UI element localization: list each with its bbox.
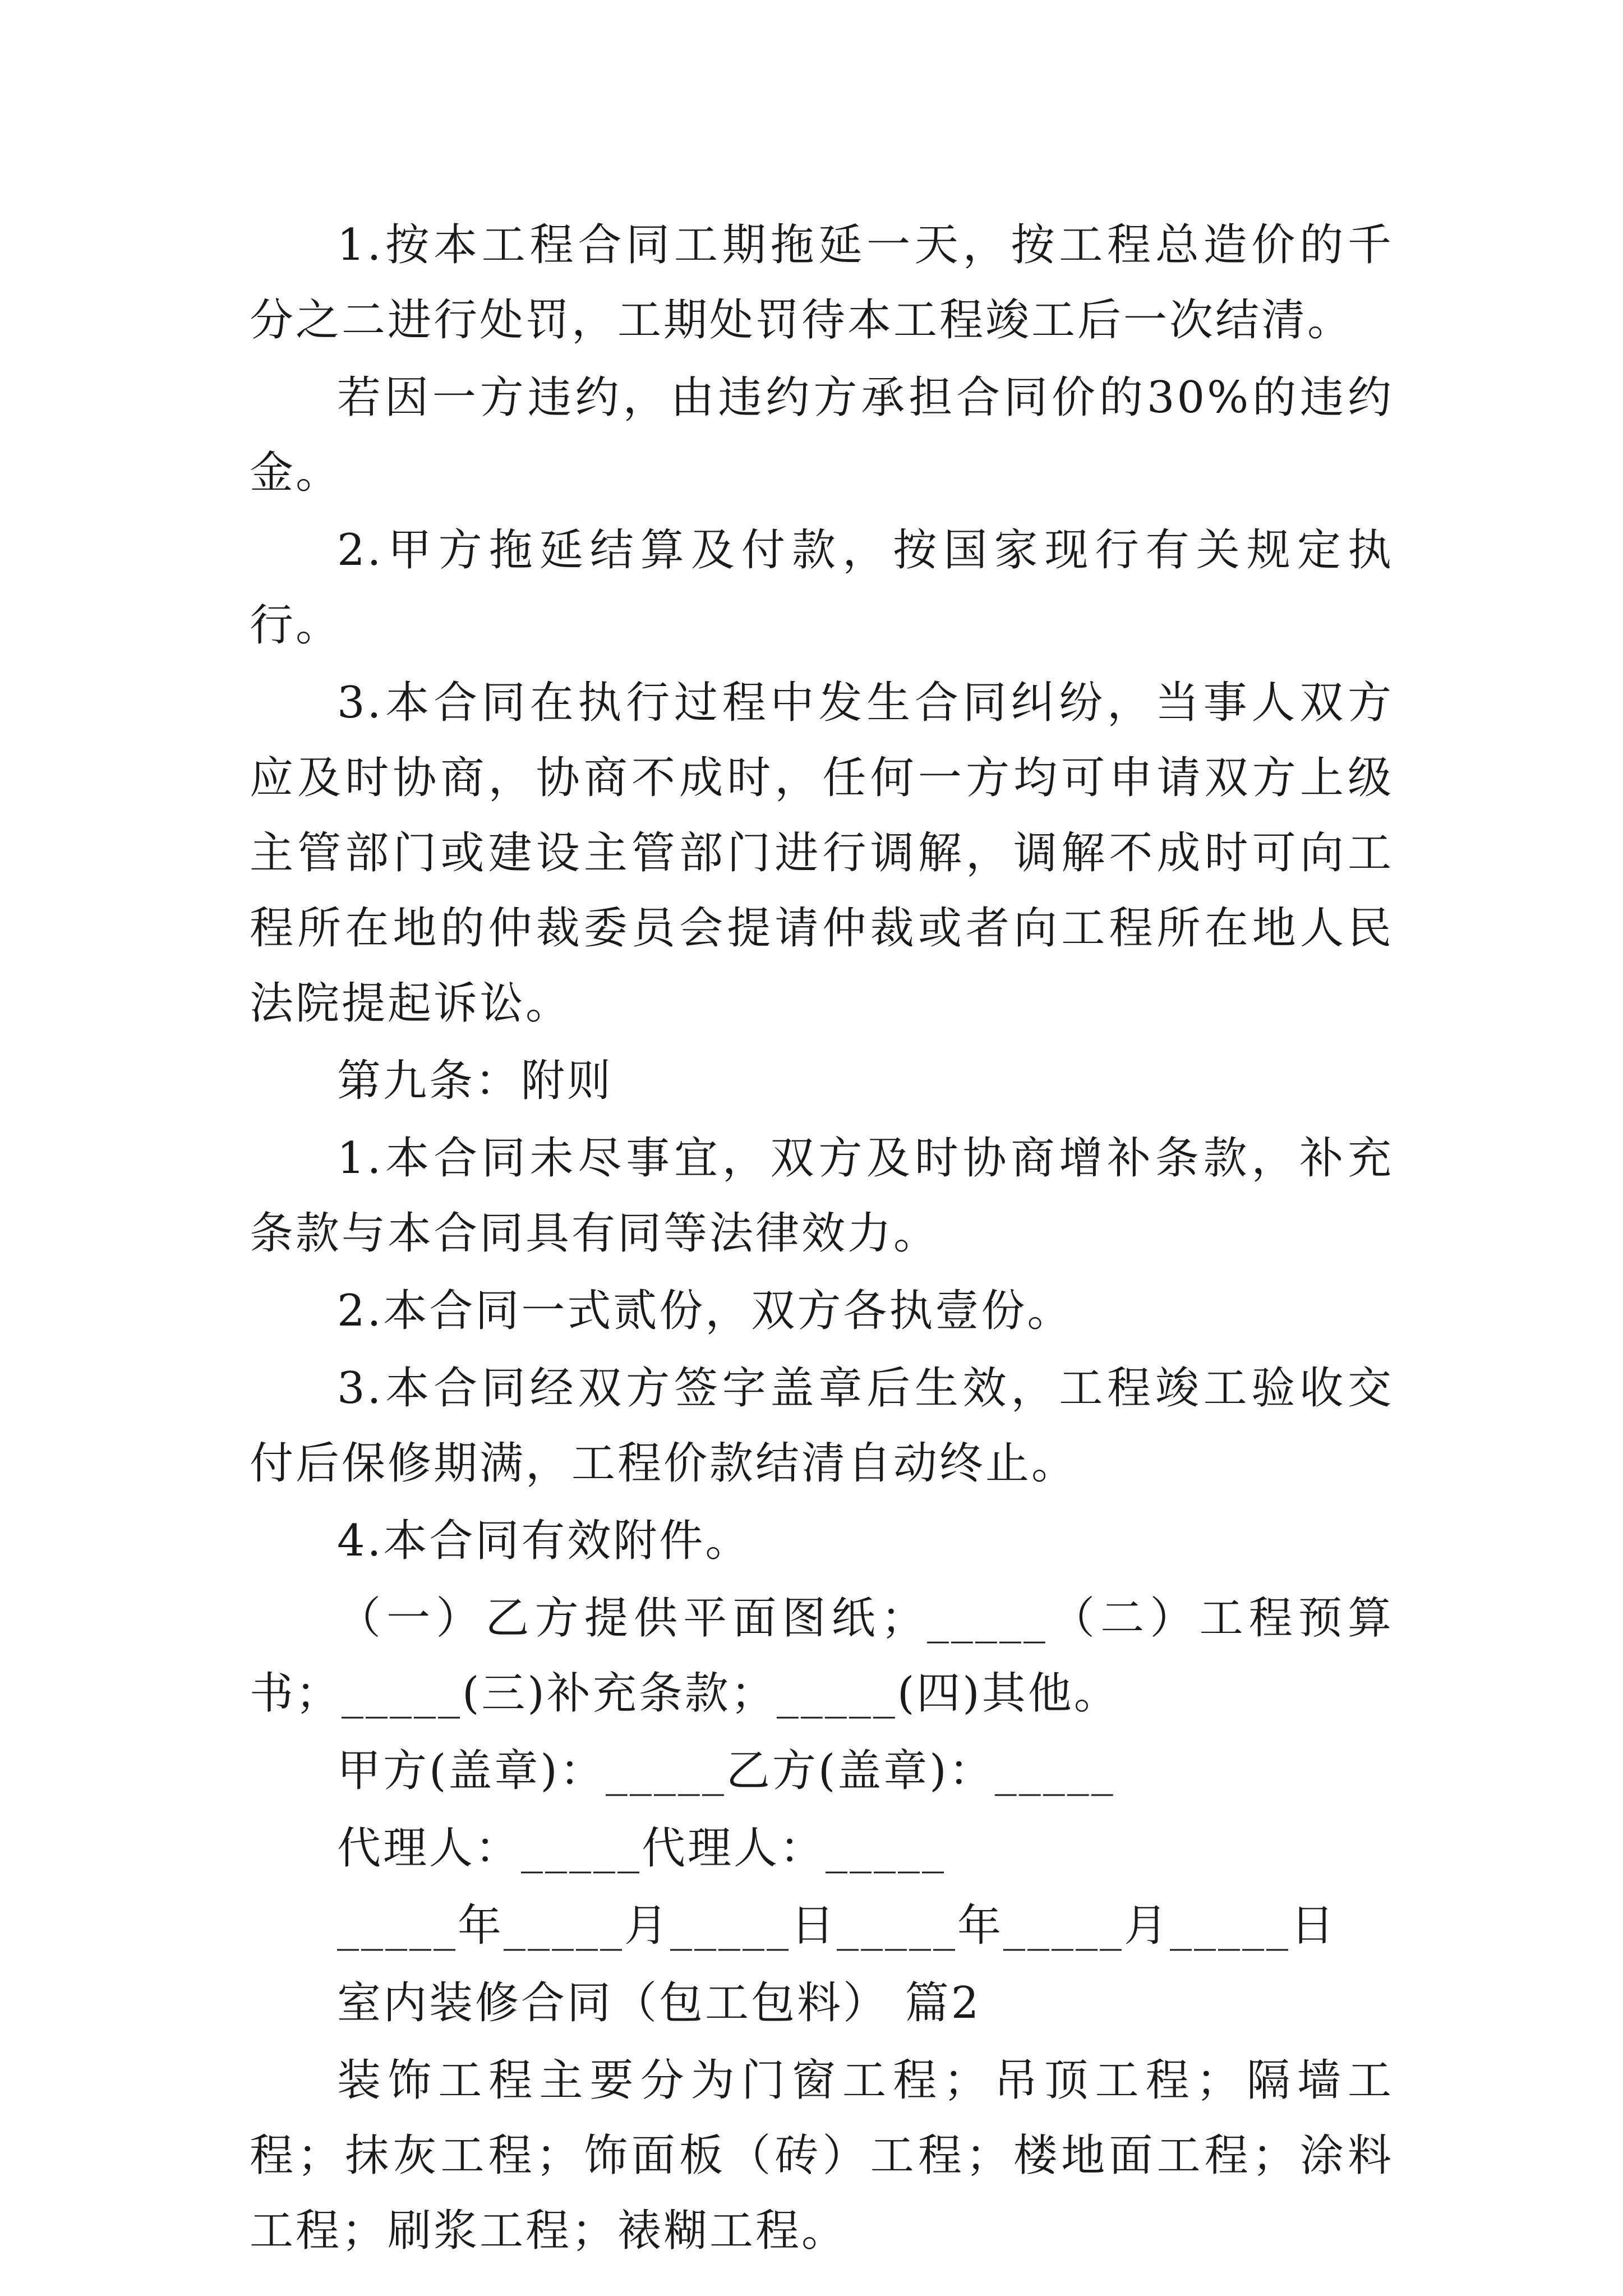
clause-9-item-3: 3.本合同经双方签字盖章后生效，工程竣工验收交付后保修期满，工程价款结清自动终止。 bbox=[250, 1363, 1394, 1489]
agent-line: 代理人：_____代理人：_____ bbox=[337, 1823, 947, 1874]
clause-9-item-1: 1.本合同未尽事宜，双方及时协商增补条款，补充条款与本合同具有同等法律效力。 bbox=[250, 1133, 1394, 1259]
clause-8-penalty-note: 若因一方违约，由违约方承担合同价的30%的违约金。 bbox=[250, 372, 1394, 498]
clause-9-heading: 第九条：附则 bbox=[337, 1056, 614, 1106]
date-line: _____年_____月_____日_____年_____月_____日 bbox=[337, 1901, 1337, 1951]
clause-8-item-2: 2.甲方拖延结算及付款，按国家现行有关规定执行。 bbox=[250, 525, 1394, 651]
decoration-scope-paragraph: 装饰工程主要分为门窗工程；吊顶工程；隔墙工程；抹灰工程；饰面板（砖）工程；楼地面工程；涂料工程；刷浆工程；裱糊工程。 bbox=[250, 2055, 1394, 2256]
clause-8-item-3: 3.本合同在执行过程中发生合同纠纷，当事人双方应及时协商，协商不成时，任何一方均可申请双方上级主管部门或建设主管部门进行调解，调解不成时可向工程所在地的仲裁委员会提请仲裁或者向工程所在地人民法院提起诉讼。 bbox=[250, 678, 1394, 1029]
section-title: 室内装修合同（包工包料） 篇2 bbox=[337, 1978, 981, 2028]
document-body bbox=[250, 208, 1394, 2269]
attachments-list: （一）乙方提供平面图纸；_____（二）工程预算书；_____(三)补充条款；_____(四)其他。 bbox=[250, 1593, 1394, 1719]
clause-9-item-2: 2.本合同一式贰份，双方各执壹份。 bbox=[337, 1286, 1073, 1336]
signature-seal-line: 甲方(盖章)：_____乙方(盖章)：_____ bbox=[337, 1746, 1115, 1796]
clause-8-item-1: 1.按本工程合同工期拖延一天，按工程总造价的千分之二进行处罚，工期处罚待本工程竣工后一次结清。 bbox=[250, 220, 1394, 346]
clause-9-item-4: 4.本合同有效附件。 bbox=[337, 1516, 751, 1566]
